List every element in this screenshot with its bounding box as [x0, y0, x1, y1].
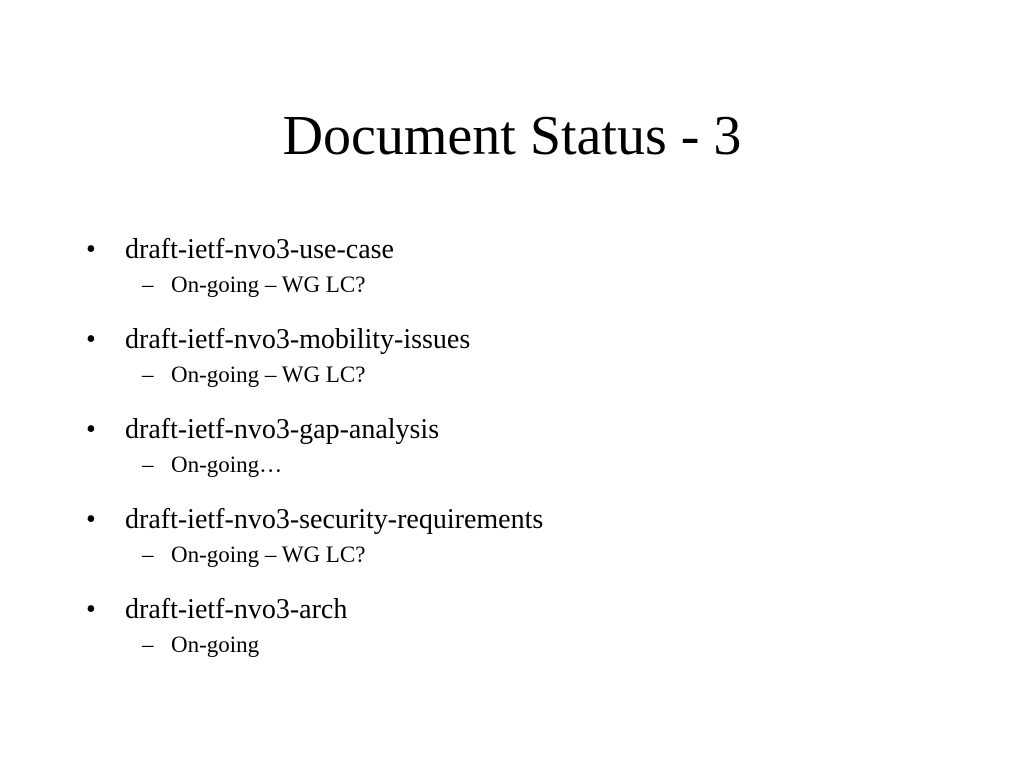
document-name: draft-ietf-nvo3-use-case [125, 234, 394, 265]
document-status: On-going – WG LC? [171, 272, 366, 297]
bullet-dot-icon: • [86, 234, 96, 265]
dash-icon: – [142, 272, 154, 297]
document-name: draft-ietf-nvo3-mobility-issues [125, 324, 471, 355]
bullet-line [0, 230, 1024, 270]
dash-icon: – [142, 362, 154, 387]
document-name: draft-ietf-nvo3-gap-analysis [125, 414, 440, 445]
dash-icon: – [142, 452, 154, 477]
bullet-line [0, 410, 1024, 450]
sub-bullet-line [0, 268, 1024, 302]
bullet-dot-icon: • [86, 324, 96, 355]
slide-title: Document Status - 3 [282, 105, 742, 167]
bullet-line [0, 590, 1024, 630]
dash-icon: – [142, 542, 154, 567]
sub-bullet-line [0, 358, 1024, 392]
document-status: On-going… [171, 452, 283, 477]
document-status: On-going – WG LC? [171, 362, 366, 387]
bullet-dot-icon: • [86, 504, 96, 535]
bullet-line [0, 320, 1024, 360]
sub-bullet-line [0, 628, 1024, 662]
bullet-line [0, 500, 1024, 540]
sub-bullet-line [0, 538, 1024, 572]
document-name: draft-ietf-nvo3-security-requirements [125, 504, 544, 535]
bullet-dot-icon: • [86, 414, 96, 445]
document-status: On-going – WG LC? [171, 542, 366, 567]
bullet-dot-icon: • [86, 594, 96, 625]
document-status: On-going [171, 632, 260, 657]
document-name: draft-ietf-nvo3-arch [125, 594, 348, 625]
sub-bullet-line [0, 448, 1024, 482]
dash-icon: – [142, 632, 154, 657]
